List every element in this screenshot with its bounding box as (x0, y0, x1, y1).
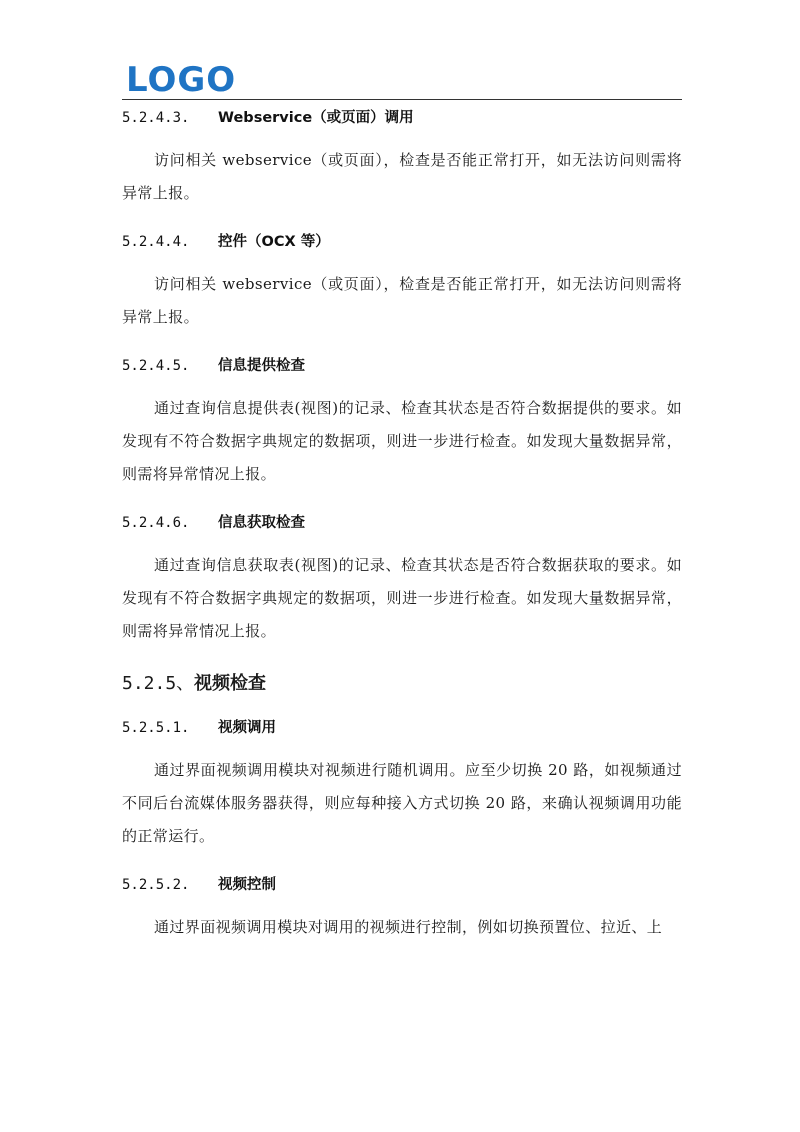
heading-number: 5.2.4.6. (122, 515, 190, 531)
heading-title: 控件（OCX 等） (218, 234, 330, 250)
heading-number: 5.2.4.4. (122, 234, 190, 250)
heading-5-2-5-1 (122, 714, 682, 742)
heading-5-2-4-3 (122, 104, 682, 132)
heading-number: 5.2.5.2. (122, 877, 190, 893)
heading-5-2-5 (122, 666, 682, 702)
heading-5-2-5-2 (122, 871, 682, 899)
page-header (122, 62, 682, 102)
heading-5-2-4-4 (122, 228, 682, 256)
heading-number: 5.2.5.1. (122, 720, 190, 736)
paragraph: 通过查询信息提供表(视图)的记录、检查其状态是否符合数据提供的要求。如发现有不符合数据字典规定的数据项，则进一步进行检查。如发现大量数据异常，则需将异常情况上报。 (122, 399, 682, 483)
heading-number: 5.2.4.3. (122, 110, 190, 126)
paragraph: 通过界面视频调用模块对视频进行随机调用。应至少切换 20 路，如视频通过不同后台流媒体服务器获得，则应每种接入方式切换 20 路，来确认视频调用功能的正常运行。 (122, 761, 682, 845)
document-body (122, 104, 682, 944)
paragraph: 访问相关 webservice（或页面），检查是否能正常打开，如无法访问则需将异常上报。 (122, 275, 682, 326)
heading-number: 5.2.5、 (122, 673, 195, 694)
paragraph: 通过查询信息获取表(视图)的记录、检查其状态是否符合数据获取的要求。如发现有不符合数据字典规定的数据项，则进一步进行检查。如发现大量数据异常，则需将异常情况上报。 (122, 556, 682, 640)
paragraph: 通过界面视频调用模块对调用的视频进行控制，例如切换预置位、拉近、上 (154, 918, 663, 936)
heading-5-2-4-5 (122, 352, 682, 380)
heading-title: 信息提供检查 (218, 358, 305, 374)
heading-title: 视频控制 (218, 877, 276, 893)
header-rule (122, 99, 682, 100)
heading-title: Webservice（或页面）调用 (218, 110, 414, 126)
heading-title: 视频调用 (218, 720, 276, 736)
heading-5-2-4-6 (122, 509, 682, 537)
heading-title: 信息获取检查 (218, 515, 305, 531)
heading-title: 视频检查 (194, 673, 266, 694)
logo: LOGO (126, 60, 237, 100)
heading-number: 5.2.4.5. (122, 358, 190, 374)
paragraph: 访问相关 webservice（或页面），检查是否能正常打开，如无法访问则需将异常上报。 (122, 151, 682, 202)
